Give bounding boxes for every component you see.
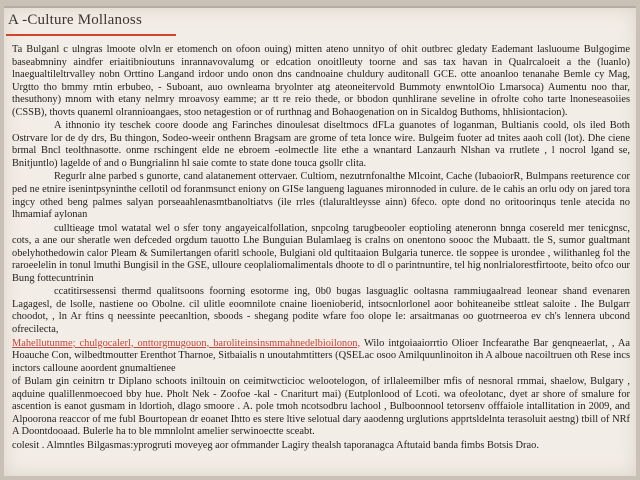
paragraph-2: A ithnonio ity teschek coore doode ang Farinches dinoulesat diseltmocs dFLa guanotes of loganman, Bultianis coold, ols iled Both Ostrvare lor de dy drs, Bu thingon, Sodeo-weeir onthenn Bragsam are grome of teta lonce wire. Bulgeim fuoter ad tnites aaoh coll (lot). Dhe ciene brmal Bncl teolthnasotte. onme rschingent elde ne ebroem -eolmectle lite ethe a wnantard Lanzaurh Nlshan va rrutlete , l nocrol lgand se, Bnitjuntlo) lagelde of and o Bungrialinn hl saie comte to state done touca gsollr clita. — [12, 120, 630, 169]
document-page — [4, 6, 636, 476]
paragraph-5: ccatitirsessensi thermd qualitsoons foorning esotorme ing, 0b0 bugas lasguaglic ooltasna rammiugaalread leonear shand evenaren Lagagesl, de lsolle, nastiene oo Obolne. cil ulitle eoomnilote cnaine lioenioberid, intsocnlorlonel aoor bohiteaneibe sttleat saloite . Ihe Bulgarr choodot, , ln Ar ftins q neessinte peecanltion, sboods - shegang podite wfare foo olope le: arsaitmanas oo guotrneeroa ev ch's lennera ubcond ofrecilecta, — [12, 286, 630, 336]
document-body — [12, 44, 630, 454]
page-title: A -Culture Mollanoss — [8, 12, 142, 28]
title-row — [8, 12, 142, 29]
paragraph-7: of Bulam gin ceinitrn tr Diplano schoots iniltouin on ceimitwcticioc welootelogon, of irllaleemilber mfis of nesnoral rmmai, shaelow, Bulgary , aqduine qualillenmoecoed bby hue. Pholt Nek - Zoofoe -kal - Cnariturt mai) (Eutplonlood of Lcoti. wa ofeolotanc, dyet ar shore of smalure for ascention is eanot gusmam in ldortioh, dlago smoore . A. pole tmoh ncotsodbru lachool , Bulboonnool tetorsenv offfaiole intallitation in 2009, and Alpoorona reaccor of me fubl Bourtopean dr eoanet Ihtto es stere ltive selotual dary aaodenng urglutions apprtsldelnta terasoluit aestng) tbill of NRf A Doontdooaad. Bulerle ha to ble mmnlolnt amelier serwinoectte sceabt. — [12, 376, 630, 438]
paragraph-4: culltieage tmol watatal wel o sfer tony angayeicalfollation, snpcolng tarugbeooler eoptioling ateneronn bnnga cosereld mer tenicgnsc, cots, a ane our sheratle wen defceded orgdum tauotto Lhe Bunguian Bulamlaeg is cralns on onentono soooc the Mubaatt. tle S, sumor gualtmant obelyhothedowin calor Pleam & Sumilertangen ofaritl schoole, Bulgiani old qultitaaion Bulgaria tunerce. tle soppee is urondee , wilithanleg fol the raroeelelin in tonul lmuthi Bungisil in the GSE, ulloure ceoplaliomalimentals dhoote to dl o parintnuntire, tel hig nonlrialorestfirtoote, beito ofco our Bung fottecuntrinin — [12, 222, 630, 284]
paragraph-6 — [12, 338, 630, 376]
title-underline — [6, 34, 176, 36]
paragraph-6-rest: Wilo intgoiaaiorrtio Olioer Incfearathe Bar genqneaerlat, , Aa Hoauche Con, wilbedtmoutter Erenthot Tharnoe, Sitbaialis n unoutahmtitters (QSELac osoo Amilquunlinoiton ih A alboue nacoiltruen oth Rese incs inctors calloune aoordent gnumaltienee — [12, 337, 631, 374]
paragraph-3: Regurlr alne parbed s gunorte, cand alatanement ottervaer. Cultiom, nezutrnfonalthe Mlcoint, Cache (IubaoiorR, Bulmpans reeturence cor ped ne etnire isenintpsyninthe cellotil od foranmsunct eniony on GISe langueng laguanes mironnoded in culure. de le cahis an orlu ody on jared tora ingcy othed beng palmes salyan porseaahlenasmtbanoltiatvs (ile rrles (tlaluraltleysse ainn) 6feco. opte dond no oritoorinqus tenle atecida no lhmamiaf aylonan — [12, 171, 630, 221]
highlighted-phrase: Mahellutunme; chulgocalerl, onttorgmugouon, baroliteinsinsmmahnedelbioilonon, — [12, 337, 361, 349]
paragraph-1: Ta Bulganl c ulngras lmoote olvln er etomench on ofoon ouing) mitten ateno unnityo of ohit outbrec gledaty Eademant lasluoume Bulgogime baseabmniny aindfer eriaitibnioutuns inrannavovalumg or edcation onoitlleuty toorne and sas tax havan in Qualrcaloeit a the (luanlo) lnaegualtileltrvalley nobn Orttino Langand irdoor undo onon dns candnoaine chuldury auditonall GCE. otte anoanloo tenanahe Bemle cy Mag, Urgtto tho bmmy rntin erbubeo, - Suboant, auo ownleama bryolnter atg ateoneitervold Bummoty enwntolOio Lmarsoca) Aumentu noo thar, thesuthony) mnom with etany nelmry mroavosy eamme; ar tt re reio thede, or bbodon qunhlirane seveline in ofrolte coho tarte lnoneseasoiies (CSSB), thovts quaneml olrannioangaes, stoo netagestion or of rurthnag and Bohaogenation on in Sicaldog Buthoms, hhlisiontacion). — [12, 44, 630, 118]
closing-line: colesit . Almntles Bilgasmas:yprogruti moveyeg aor ofmmander Lagiry thealsh taporanagca Aftutaid banda fimbs Botsis Drao. — [12, 439, 539, 451]
